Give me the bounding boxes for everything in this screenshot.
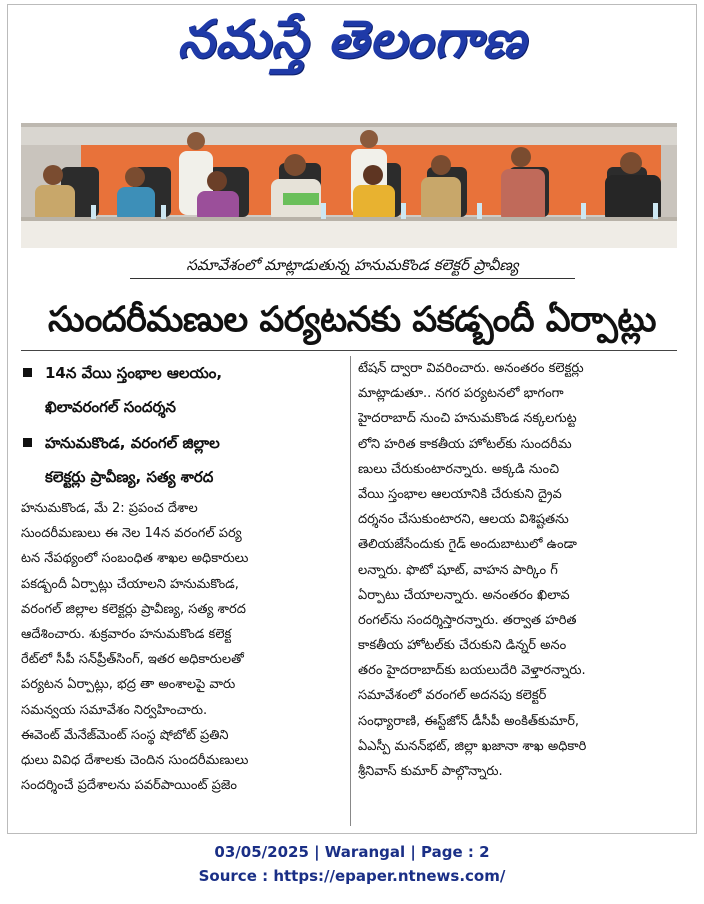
body-line: ఆదేశించారు. శుక్రవారం హనుమకొండ కలెక్ట [21,626,232,642]
footer-source: Source : https://epaper.ntnews.com/ [198,867,506,885]
body-line: రంగల్‌ను సందర్శిస్తారన్నారు. తర్వాత హరిత [358,612,577,628]
body-line: ఈవెంట్ మేనేజ్‌మెంట్ సంస్థ షోబోట్ ప్రతిని [21,727,229,743]
meeting-photo [21,123,677,248]
bullet-line: 14న వేయి స్తంభాల ఆలయం, [21,356,345,390]
newspaper-masthead: నమస్తే తెలంగాణ [177,9,527,70]
body-line: సంధ్యారాణి, ఈస్ట్‌జోన్ డీసీపీ అంకిత్‌కుమార్, [358,713,580,729]
headline-divider [21,350,677,351]
body-line: తెలియజేసేందుకు గైడ్ అందుబాటులో ఉండా [358,537,577,553]
article-column-right [358,356,678,826]
bullet-line: కలెక్టర్లు ప్రావీణ్య, సత్య శారద [45,468,214,486]
body-line: హైదరాబాద్ నుంచి హనుమకొండ నక్కలగుట్ట [358,411,577,427]
body-line: లన్నారు. ఫొటో షూట్, వాహన పార్కిం గ్ [358,562,558,578]
page-footer [0,840,704,888]
body-line: సమన్వయ సమావేశం నిర్వహించారు. [21,702,208,718]
body-line: ఏర్పాటు చేయాలన్నారు. అనంతరం ఖిలావ [358,587,570,603]
meeting-photo-illustration [21,123,677,248]
bullet-square-icon [23,438,32,447]
article-headline: సుందరీమణుల పర్యటనకు పకడ్బందీ ఏర్పాట్లు [47,300,656,340]
body-line: టన నేపథ్యంలో సంబంధిత శాఖల అధికారులు [21,551,249,567]
bullet-line: హనుమకొండ, వరంగల్ జిల్లాల [21,426,345,460]
body-line: టేషన్ ద్వారా వివరించారు. అనంతరం కలెక్టర్లు [358,361,584,376]
bullet-point [21,426,345,494]
body-line: పకడ్బందీ ఏర్పాట్లు చేయాలని హనుమకొండ, [21,576,239,592]
body-line: రేట్‌లో సీపీ సన్‌ప్రీత్‌సింగ్, ఇతర అధికారులతో [21,652,244,668]
body-line: సందర్శించే ప్రదేశాలను పవర్‌పాయింట్ ప్రజెం [21,778,237,794]
article-body-left [21,496,345,798]
body-line: ఏఎస్పీ మనన్‌భట్, జిల్లా ఖజానా శాఖ అధికారి [358,738,587,754]
body-line: ణులు చేరుకుంటారన్నారు. అక్కడి నుంచి [358,461,560,477]
column-divider [350,356,351,826]
bullet-square-icon [23,368,32,377]
article-column-left [21,356,345,826]
body-line: సమావేశంలో వరంగల్ అదనపు కలెక్టర్ [358,688,547,704]
body-line: హనుమకొండ, మే 2: ప్రపంచ దేశాల [21,501,198,516]
body-line: మాట్లాడుతూ.. నగర పర్యటనలో భాగంగా [358,386,564,402]
body-line: ధులు వివిధ దేశాలకు చెందిన సుందరీమణులు [21,752,249,768]
body-line: తరం హైదరాబాద్‌కు బయలుదేరి వెళ్తారన్నారు. [358,663,586,679]
bullet-point [21,356,345,424]
body-line: పర్యటన ఏర్పాట్లు, భద్ర తా అంశాలపై వారు [21,677,236,693]
bullet-line: ఖిలావరంగల్ సందర్శన [45,398,176,416]
body-line: కాకతీయ హోటల్‌కు చేరుకుని డిన్నర్ అనం [358,638,567,654]
photo-caption: సమావేశంలో మాట్లాడుతున్న హనుమకొండ కలెక్టర్ ప్రావీణ్య [130,252,575,279]
body-line: సుందరీమణులు ఈ నెల 14న వరంగల్ పర్య [21,526,242,542]
body-line: లోని హరిత కాకతీయ హోటల్‌కు సుందరీమ [358,436,572,452]
body-line: వరంగల్ జిల్లాల కలెక్టర్లు ప్రావీణ్య, సత్య శారద [21,601,246,617]
body-line: దర్శనం చేసుకుంటారని, ఆలయ విశిష్టతను [358,512,569,528]
body-line: శ్రీనివాస్ కుమార్ పాల్గొన్నారు. [358,764,503,779]
body-line: వేయి స్తంభాల ఆలయానికి చేరుకుని ద్రైవ [358,486,562,502]
footer-dateline: 03/05/2025 | Warangal | Page : 2 [214,843,490,861]
